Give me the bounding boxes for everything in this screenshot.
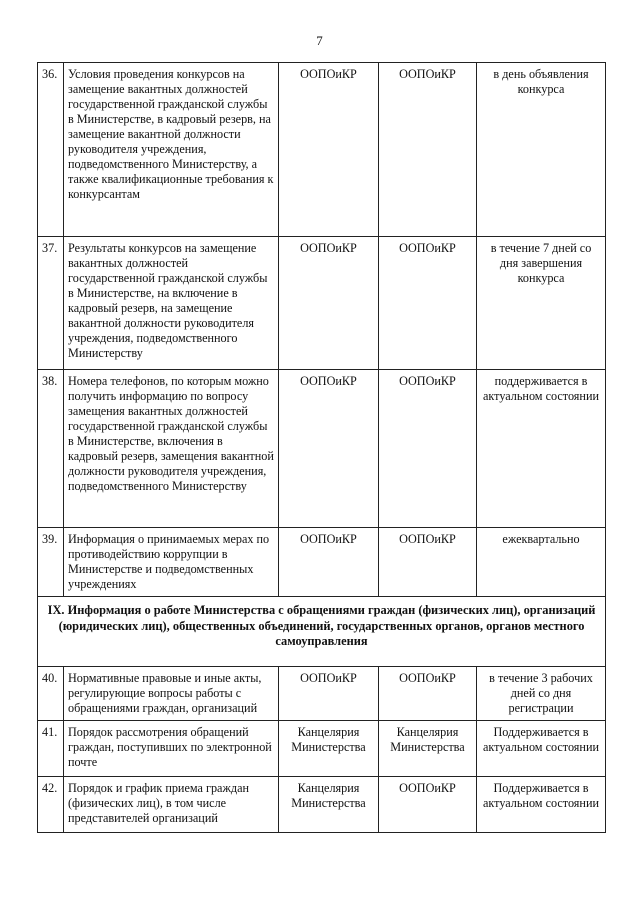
row-description: Порядок рассмотрения обращений граждан, поступивших по электронной почте	[64, 721, 279, 777]
disclosure-table	[37, 62, 606, 833]
row-publisher: ООПОиКР	[379, 370, 477, 528]
row-description: Порядок и график приема граждан (физических лиц), в том числе представителей организаций	[64, 777, 279, 833]
row-number: 36.	[38, 63, 64, 237]
row-publisher: ООПОиКР	[379, 63, 477, 237]
row-deadline: в день объявления конкурса	[477, 63, 606, 237]
table-row	[38, 237, 606, 370]
row-description: Информация о принимаемых мерах по противодействию коррупции в Министерстве и подведомственных учреждениях	[64, 528, 279, 597]
page-number: 7	[316, 33, 323, 48]
row-responsible: ООПОиКР	[279, 528, 379, 597]
table-row	[38, 370, 606, 528]
section-heading: IX. Информация о работе Министерства с обращениями граждан (физических лиц), организаций (юридических лиц), общественных объединений, государственных органов, органов местного самоуправления	[38, 597, 606, 667]
table-row	[38, 777, 606, 833]
row-number: 42.	[38, 777, 64, 833]
row-description: Результаты конкурсов на замещение вакантных должностей государственной гражданской службы в Министерстве, на включение в кадровый резерв, на замещение вакантной должности руководителя учреждения, подведомственного Министерству	[64, 237, 279, 370]
row-deadline: Поддерживается в актуальном состоянии	[477, 721, 606, 777]
row-description: Нормативные правовые и иные акты, регулирующие вопросы работы с обращениями граждан, организаций	[64, 667, 279, 721]
row-responsible: ООПОиКР	[279, 667, 379, 721]
row-number: 38.	[38, 370, 64, 528]
row-publisher: ООПОиКР	[379, 667, 477, 721]
table-row	[38, 721, 606, 777]
row-responsible: Канцелярия Министерства	[279, 721, 379, 777]
row-description: Номера телефонов, по которым можно получить информацию по вопросу замещения вакантных должностей государственной гражданской службы в Министерстве, включения в кадровый резерв, замещения вакантной должности руководителя учреждения, подведомственного Министерству	[64, 370, 279, 528]
section-row	[38, 597, 606, 667]
table-row	[38, 667, 606, 721]
row-publisher: ООПОиКР	[379, 777, 477, 833]
row-responsible: ООПОиКР	[279, 370, 379, 528]
row-publisher: Канцелярия Министерства	[379, 721, 477, 777]
row-deadline: в течение 7 дней со дня завершения конкурса	[477, 237, 606, 370]
row-deadline: в течение 3 рабочих дней со дня регистрации	[477, 667, 606, 721]
row-publisher: ООПОиКР	[379, 528, 477, 597]
table-row	[38, 528, 606, 597]
row-responsible: Канцелярия Министерства	[279, 777, 379, 833]
row-number: 39.	[38, 528, 64, 597]
row-responsible: ООПОиКР	[279, 237, 379, 370]
row-number: 41.	[38, 721, 64, 777]
row-number: 37.	[38, 237, 64, 370]
row-number: 40.	[38, 667, 64, 721]
row-deadline: ежеквартально	[477, 528, 606, 597]
row-description: Условия проведения конкурсов на замещение вакантных должностей государственной гражданской службы в Министерстве, в кадровый резерв, на замещение вакантной должности руководителя учреждения, подведомственного Министерству, а также квалификационные требования к конкурсантам	[64, 63, 279, 237]
row-publisher: ООПОиКР	[379, 237, 477, 370]
row-responsible: ООПОиКР	[279, 63, 379, 237]
table-row	[38, 63, 606, 237]
row-deadline: Поддерживается в актуальном состоянии	[477, 777, 606, 833]
row-deadline: поддерживается в актуальном состоянии	[477, 370, 606, 528]
